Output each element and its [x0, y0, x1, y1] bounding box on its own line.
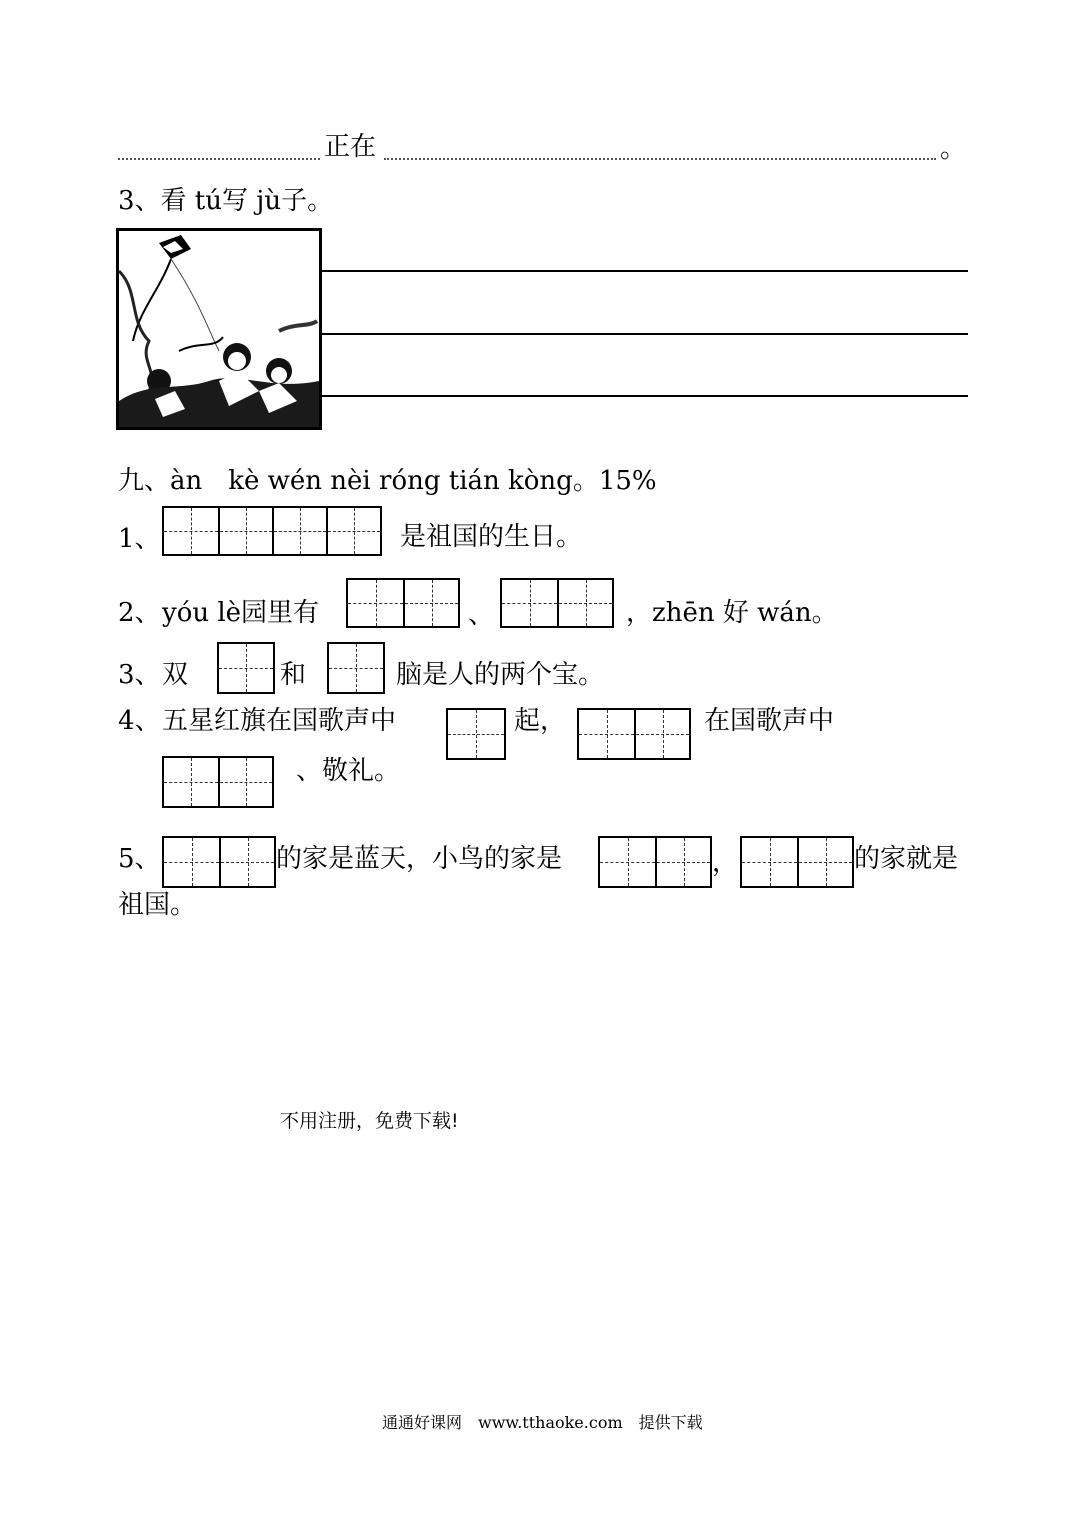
- site-credit: 通通好课网 www.tthaoke.com 提供下载: [382, 1413, 703, 1432]
- writing-line-1[interactable]: [322, 270, 968, 272]
- free-download-note: 不用注册，免费下载!: [280, 1110, 459, 1132]
- item2-text-after: ，zhēn 好 wán。: [626, 598, 838, 628]
- item4-answer-boxes-2[interactable]: [577, 708, 691, 760]
- item2-text-pre: yóu lè园里有: [162, 598, 320, 628]
- writing-line-2[interactable]: [322, 333, 968, 335]
- item1-number: 1、: [118, 524, 161, 554]
- item3-text-after: 脑是人的两个宝。: [396, 660, 605, 690]
- item3-text-mid: 和: [280, 660, 307, 690]
- zhengzai-label: 正在: [324, 132, 377, 162]
- item2-number: 2、: [118, 598, 161, 628]
- answer-blank-subject[interactable]: [118, 158, 320, 160]
- answer-blank-action[interactable]: [384, 158, 936, 160]
- item4-answer-box-1[interactable]: [446, 708, 506, 760]
- item2-answer-boxes-2[interactable]: [500, 578, 614, 628]
- q3-heading: 3、看 tú写 jù子。: [118, 186, 334, 216]
- item4-text-after: 在国歌声中: [704, 706, 835, 736]
- section9-heading: 九、àn kè wén nèi róng tián kòng。15%: [118, 466, 657, 496]
- item5-text-3: 的家就是: [854, 844, 959, 874]
- writing-line-3[interactable]: [322, 395, 968, 397]
- kite-children-illustration: [116, 228, 322, 430]
- item2-answer-boxes-1[interactable]: [346, 578, 460, 628]
- item1-answer-boxes[interactable]: [162, 506, 382, 556]
- item4-number: 4、: [118, 706, 161, 736]
- item5-number: 5、: [118, 844, 161, 874]
- item5-text-2: ，: [712, 848, 739, 878]
- item3-text-pre: 双: [162, 660, 189, 690]
- item3-answer-box-2[interactable]: [327, 642, 385, 694]
- item5-answer-boxes-3[interactable]: [740, 836, 854, 888]
- item3-number: 3、: [118, 660, 161, 690]
- item3-answer-box-1[interactable]: [217, 642, 275, 694]
- item5-answer-boxes-2[interactable]: [598, 836, 712, 888]
- item4-text-mid: 起，: [514, 706, 567, 736]
- item1-text: 是祖国的生日。: [400, 522, 583, 552]
- item5-text-1: 的家是蓝天，小鸟的家是: [276, 844, 563, 874]
- period-mark: 。: [940, 134, 967, 164]
- item2-separator: 、: [468, 600, 495, 630]
- item4-text-pre: 五星红旗在国歌声中: [162, 706, 397, 736]
- item4-answer-boxes-3[interactable]: [162, 756, 274, 808]
- item4-line2-text: 、敬礼。: [296, 756, 401, 786]
- item5-line2-text: 祖国。: [118, 890, 197, 920]
- item5-answer-boxes-1[interactable]: [162, 836, 276, 888]
